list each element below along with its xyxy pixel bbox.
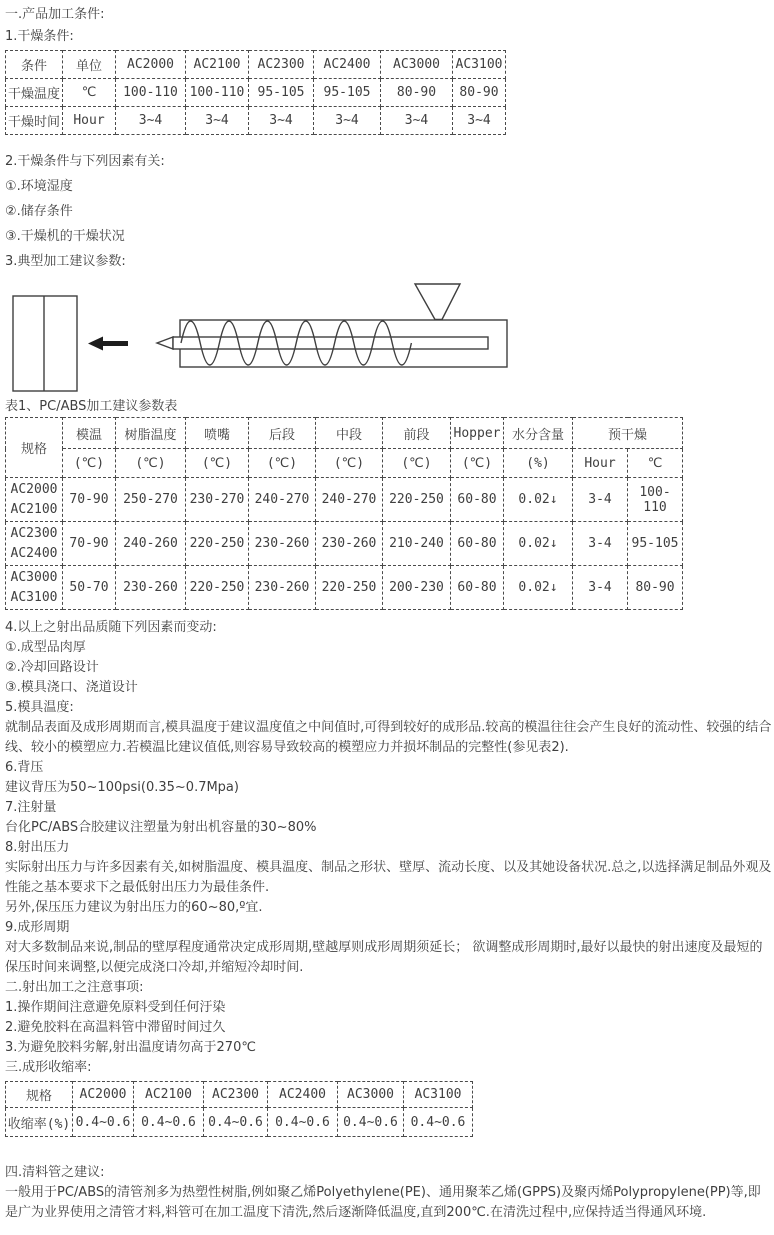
cell: 0.02↓ xyxy=(504,478,573,522)
header-cell: 后段 xyxy=(249,418,316,449)
header-cell: AC2000 xyxy=(116,51,186,79)
paragraph: 对大多数制品来说,制品的壁厚程度通常决定成形周期,壁越厚则成形周期须延长； 欲调整成形周期时,最好以最快的射出速度及最短的保压时间来调整,以便完成浇口冷却,并缩短冷却时间. xyxy=(5,940,763,975)
unit-cell: (℃) xyxy=(316,449,383,478)
list-item: 3.为避免胶料劣解,射出温度请勿高于270℃ xyxy=(5,1040,256,1055)
header-cell: 前段 xyxy=(383,418,451,449)
header-cell: AC2100 xyxy=(134,1082,204,1108)
row-label-cell: 干燥温度 xyxy=(6,79,63,107)
table-row xyxy=(6,79,506,107)
section-8-heading: 8.射出压力 xyxy=(5,840,70,855)
cell: 220-250 xyxy=(186,522,249,566)
row-label-cell: 收缩率(%) xyxy=(6,1108,73,1137)
table-row xyxy=(6,522,683,566)
header-cell: 单位 xyxy=(63,51,116,79)
table-header-row xyxy=(6,51,506,79)
cell: 100-110 xyxy=(186,79,249,107)
spec-cell xyxy=(6,566,63,610)
spec-line: AC2300 xyxy=(10,525,58,541)
section-3-main-heading: 三.成形收缩率: xyxy=(5,1060,92,1075)
paragraph: 台化PC/ABS合胶建议注塑量为射出机容量的30~80% xyxy=(5,820,317,835)
cell: 210-240 xyxy=(383,522,451,566)
paragraph: 建议背压为50~100psi(0.35~0.7Mpa) xyxy=(5,780,239,795)
flow-arrow-line xyxy=(101,341,128,346)
header-cell: 喷嘴 xyxy=(186,418,249,449)
header-cell: AC2400 xyxy=(314,51,381,79)
header-cell: AC2000 xyxy=(73,1082,134,1108)
cell: 3~4 xyxy=(381,107,453,135)
header-cell: AC2100 xyxy=(186,51,249,79)
list-item: ①.成型品肉厚 xyxy=(5,640,86,655)
unit-cell: (℃) xyxy=(116,449,186,478)
cell: 100-110 xyxy=(116,79,186,107)
paragraph: 另外,保压压力建议为射出压力的60~80,º宜. xyxy=(5,900,263,915)
cell: 0.02↓ xyxy=(504,522,573,566)
cell: 60-80 xyxy=(451,566,504,610)
unit-cell: (℃) xyxy=(249,449,316,478)
spec-line: AC3000 xyxy=(10,569,58,585)
section-5-heading: 5.模具温度: xyxy=(5,700,74,715)
spec-line: AC3100 xyxy=(10,589,58,605)
cell: 230-270 xyxy=(186,478,249,522)
spec-cell xyxy=(6,522,63,566)
spec-line: AC2100 xyxy=(10,501,58,517)
cell: 95-105 xyxy=(314,79,381,107)
cell: 80-90 xyxy=(628,566,683,610)
section-3-heading: 3.典型加工建议参数: xyxy=(5,254,126,269)
header-cell: AC3100 xyxy=(404,1082,473,1108)
header-cell: AC2300 xyxy=(249,51,314,79)
cell: 80-90 xyxy=(381,79,453,107)
cell: 230-260 xyxy=(249,522,316,566)
notes-section xyxy=(5,618,772,1078)
paragraph: 就制品表面及成形周期而言,模具温度于建议温度值之中间值时,可得到较好的成形品.较高的模温往往会产生良好的流动性、较强的结合线、较小的模塑应力.若模温比建议值低,则容易导致较高的模塑应力并损坏制品的完整性(参见表2). xyxy=(5,720,772,755)
drying-conditions-table xyxy=(5,50,506,135)
cell: 3~4 xyxy=(314,107,381,135)
cell: 240-270 xyxy=(316,478,383,522)
cell: 100-110 xyxy=(628,478,683,522)
table-row xyxy=(6,478,683,522)
unit-cell: (%) xyxy=(504,449,573,478)
cell: 230-260 xyxy=(249,566,316,610)
cell: 250-270 xyxy=(116,478,186,522)
cell: 220-250 xyxy=(316,566,383,610)
table-row xyxy=(6,566,683,610)
cell: 3-4 xyxy=(573,478,628,522)
section-6-heading: 6.背压 xyxy=(5,760,44,775)
cell: 3-4 xyxy=(573,566,628,610)
spec-line: AC2400 xyxy=(10,545,58,561)
header-cell: 模温 xyxy=(63,418,116,449)
section-4-main-heading: 四.清料管之建议: xyxy=(5,1165,105,1180)
header-cell: AC2400 xyxy=(268,1082,338,1108)
cell: 0.4~0.6 xyxy=(338,1108,404,1137)
unit-cell: (℃) xyxy=(383,449,451,478)
screw-tip-shape xyxy=(157,337,173,349)
cell: 220-250 xyxy=(383,478,451,522)
mold-shape xyxy=(13,296,77,391)
header-cell-spec: 规格 xyxy=(6,418,63,478)
processing-parameters-table xyxy=(5,417,683,610)
shrinkage-table xyxy=(5,1081,473,1137)
header-cell-predry: 预干燥 xyxy=(573,418,683,449)
list-item: ①.环境湿度 xyxy=(5,179,73,194)
header-cell: 中段 xyxy=(316,418,383,449)
header-cell: 水分含量 xyxy=(504,418,573,449)
header-cell: Hopper xyxy=(451,418,504,449)
cell: Hour xyxy=(63,107,116,135)
cell: 0.02↓ xyxy=(504,566,573,610)
cell: 60-80 xyxy=(451,478,504,522)
table-header-row xyxy=(6,418,683,449)
table-row xyxy=(6,107,506,135)
cell: 0.4~0.6 xyxy=(73,1108,134,1137)
cell: 80-90 xyxy=(453,79,506,107)
list-item: 1.操作期间注意避免原料受到任何汙染 xyxy=(5,1000,226,1015)
cell: 3~4 xyxy=(116,107,186,135)
cell: 0.4~0.6 xyxy=(204,1108,268,1137)
section-2-main-heading: 二.射出加工之注意事项: xyxy=(5,980,144,995)
section-1-heading: 一.产品加工条件: xyxy=(5,7,105,22)
cell: 230-260 xyxy=(316,522,383,566)
cell: 0.4~0.6 xyxy=(268,1108,338,1137)
spec-line: AC2000 xyxy=(10,481,58,497)
cell: 230-260 xyxy=(116,566,186,610)
cell: 50-70 xyxy=(63,566,116,610)
param-table-caption: 表1、PC/ABS加工建议参数表 xyxy=(5,399,178,414)
table-units-row xyxy=(6,449,683,478)
list-item: ③.模具浇口、浇道设计 xyxy=(5,680,138,695)
cell: 95-105 xyxy=(249,79,314,107)
header-cell: 条件 xyxy=(6,51,63,79)
paragraph: 一般用于PC/ABS的清管剂多为热塑性树脂,例如聚乙烯Polyethylene(PE)、通用聚苯乙烯(GPPS)及聚丙烯Polypropylene(PP)等,即是广为业界使用之清管才料,料管可在加工温度下清洗,然后逐渐降低温度,直到200℃.在清洗过程中,应保持适当得通风环境. xyxy=(5,1185,761,1220)
header-cell: AC3100 xyxy=(453,51,506,79)
cell: 3-4 xyxy=(573,522,628,566)
spec-cell xyxy=(6,478,63,522)
injection-machine-diagram xyxy=(5,276,774,396)
cell: 60-80 xyxy=(451,522,504,566)
hopper-funnel-shape xyxy=(415,284,460,320)
unit-cell: (℃) xyxy=(63,449,116,478)
header-cell: 树脂温度 xyxy=(116,418,186,449)
unit-cell: (℃) xyxy=(186,449,249,478)
drying-conditions-label: 1.干燥条件: xyxy=(5,29,74,44)
list-item: ②.储存条件 xyxy=(5,204,73,219)
header-cell: AC2300 xyxy=(204,1082,268,1108)
header-cell: 规格 xyxy=(6,1082,73,1108)
row-label-cell: 干燥时间 xyxy=(6,107,63,135)
drying-factors-list xyxy=(5,149,772,274)
list-item: 2.避免胶料在高温料管中滞留时间过久 xyxy=(5,1020,226,1035)
section-7-heading: 7.注射量 xyxy=(5,800,57,815)
cell: 3~4 xyxy=(186,107,249,135)
purging-section xyxy=(5,1163,772,1223)
header-cell: AC3000 xyxy=(338,1082,404,1108)
section-4-heading: 4.以上之射出品质随下列因素而变动: xyxy=(5,620,217,635)
cell: 0.4~0.6 xyxy=(404,1108,473,1137)
cell: 3~4 xyxy=(249,107,314,135)
table-row xyxy=(6,1108,473,1137)
cell: ℃ xyxy=(63,79,116,107)
unit-cell: ℃ xyxy=(628,449,683,478)
header-cell: AC3000 xyxy=(381,51,453,79)
section-2-heading: 2.干燥条件与下列因素有关: xyxy=(5,154,165,169)
cell: 200-230 xyxy=(383,566,451,610)
paragraph: 实际射出压力与许多因素有关,如树脂温度、模具温度、制品之形状、壁厚、流动长度、以及其她设备状况.总之,以选择满足制品外观及性能之基本要求下之最低射出压力为最佳条件. xyxy=(5,860,772,895)
unit-cell: Hour xyxy=(573,449,628,478)
flow-arrow-icon xyxy=(88,337,103,351)
list-item: ③.干燥机的干燥状况 xyxy=(5,229,125,244)
unit-cell: (℃) xyxy=(451,449,504,478)
list-item: ②.冷却回路设计 xyxy=(5,660,99,675)
cell: 3~4 xyxy=(453,107,506,135)
cell: 240-270 xyxy=(249,478,316,522)
cell: 0.4~0.6 xyxy=(134,1108,204,1137)
cell: 70-90 xyxy=(63,478,116,522)
cell: 95-105 xyxy=(628,522,683,566)
cell: 220-250 xyxy=(186,566,249,610)
cell: 240-260 xyxy=(116,522,186,566)
cell: 70-90 xyxy=(63,522,116,566)
table-header-row xyxy=(6,1082,473,1108)
section-9-heading: 9.成形周期 xyxy=(5,920,70,935)
